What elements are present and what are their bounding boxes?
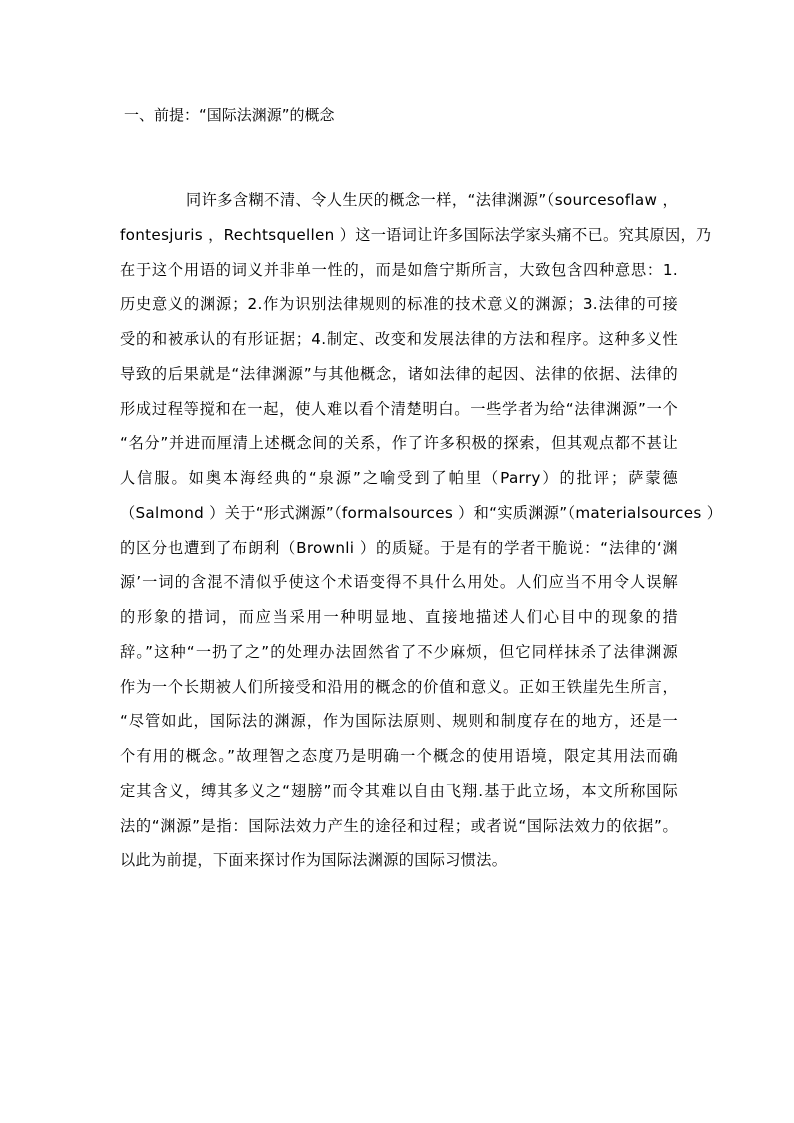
- paragraph-line: 法的“渊源”是指：国际法效力产生的途径和过程；或者说“国际法效力的依据”。: [120, 816, 678, 835]
- paragraph-line: “尽管如此，国际法的渊源，作为国际法原则、规则和制度存在的地方，还是一: [120, 712, 678, 731]
- paragraph-line: 受的和被承认的有形证据；4.制定、改变和发展法律的方法和程序。这种多义性: [120, 330, 678, 348]
- paragraph-line: 历史意义的渊源；2.作为识别法律规则的标准的技术意义的渊源；3.法律的可接: [120, 295, 678, 314]
- paragraph-line: （Salmond ）关于“形式渊源”（formalsources ）和“实质渊源”（materialsources ）: [120, 503, 723, 522]
- paragraph-line: 作为一个长期被人们所接受和沿用的概念的价值和意义。正如王铁崖先生所言，: [120, 677, 678, 696]
- paragraph-line: fontesjuris ，Rechtsquellen ）这一语词让许多国际法学家头痛不已。究其原因，乃: [120, 225, 712, 244]
- section-heading: 一、前提：“国际法渊源”的概念: [124, 106, 335, 124]
- paragraph-line: 辞。”这种“一扔了之”的处理办法固然省了不少麻烦，但它同样抹杀了法律渊源: [120, 642, 678, 661]
- paragraph-line: 定其含义，缚其多义之“翅膀”而令其难以自由飞翔.基于此立场，本文所称国际: [120, 781, 678, 800]
- paragraph-line: 源’一词的含混不清似乎使这个术语变得不具什么用处。人们应当不用令人误解: [120, 573, 678, 592]
- paragraph-line: 的形象的措词，而应当采用一种明显地、直接地描述人们心目中的现象的措: [120, 608, 678, 626]
- paragraph-line: 导致的后果就是“法律渊源”与其他概念，诸如法律的起因、法律的依据、法律的: [120, 364, 678, 383]
- body-paragraph: [120, 189, 723, 884]
- paragraph-line: 同许多含糊不清、令人生厌的概念一样，“法律渊源”（sourcesoflaw ，: [186, 191, 678, 209]
- paragraph-line: 人信服。如奥本海经典的“泉源”之喻受到了帕里（Parry）的批评；萨蒙德: [120, 469, 678, 487]
- paragraph-line: 在于这个用语的词义并非单一性的，而是如詹宁斯所言，大致包含四种意思：1.: [120, 260, 678, 279]
- paragraph-line: 个有用的概念。”故理智之态度乃是明确一个概念的使用语境，限定其用法而确: [120, 747, 678, 765]
- paragraph-line: 以此为前提，下面来探讨作为国际法渊源的国际习惯法。: [120, 851, 508, 870]
- paragraph-line: “名分”并进而厘清上述概念间的关系，作了许多积极的探索，但其观点都不甚让: [120, 434, 678, 453]
- paragraph-line: 的区分也遭到了布朗利（Brownli ）的质疑。于是有的学者干脆说：“法律的‘渊: [120, 538, 678, 557]
- paragraph-line: 形成过程等搅和在一起，使人难以看个清楚明白。一些学者为给“法律渊源”一个: [120, 399, 678, 418]
